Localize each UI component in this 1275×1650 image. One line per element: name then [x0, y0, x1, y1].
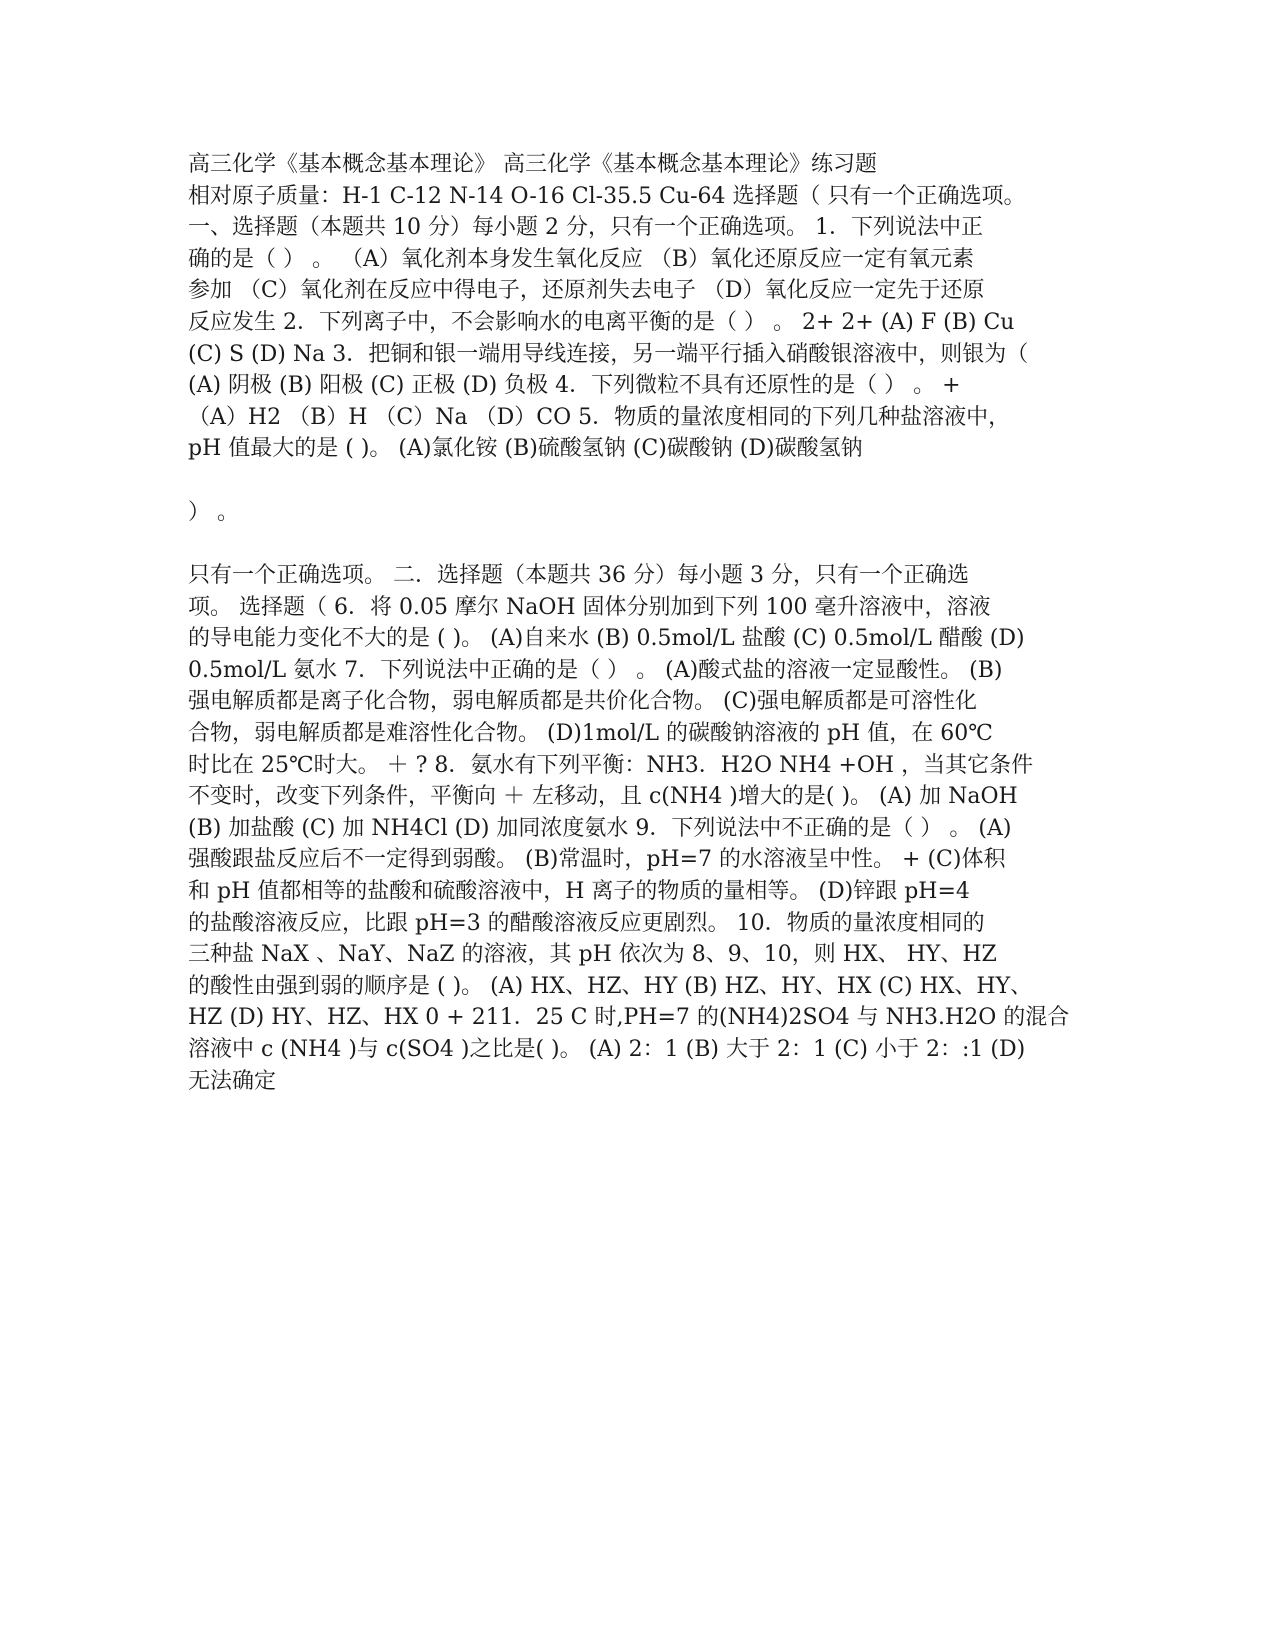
text-line: 的酸性由强到弱的顺序是 ( )。 (A) HX、HZ、HY (B) HZ、HY、HX (C) HX、HY、 — [188, 973, 1033, 999]
text-line: 一、选择题（本题共 10 分）每小题 2 分，只有一个正确选项。 1．下列说法中正 — [188, 215, 983, 241]
text-block-part-two — [188, 560, 1128, 1097]
text-line: 不变时，改变下列条件，平衡向 ＋ 左移动，且 c(NH4 )增大的是( )。 (A) 加 NaOH — [188, 784, 1018, 810]
text-line: 三种盐 NaX 、NaY、NaZ 的溶液，其 pH 依次为 8、9、10，则 HX、 HY、HZ — [188, 942, 997, 968]
text-line: pH 值最大的是 ( )。 (A)氯化铵 (B)硫酸氢钠 (C)碳酸钠 (D)碳酸氢钠 — [188, 436, 863, 462]
text-line: 的导电能力变化不大的是 ( )。 (A)自来水 (B) 0.5mol/L 盐酸 (C) 0.5mol/L 醋酸 (D) — [188, 626, 1025, 652]
text-line: 只有一个正确选项。 二．选择题（本题共 36 分）每小题 3 分，只有一个正确选 — [188, 563, 969, 588]
text-line: 的盐酸溶液反应，比跟 pH=3 的醋酸溶液反应更剧烈。 10．物质的量浓度相同的 — [188, 910, 985, 936]
text-line: (B) 加盐酸 (C) 加 NH4Cl (D) 加同浓度氨水 9．下列说法中不正确的是（ ） 。 (A) — [188, 815, 1012, 841]
text-line: 和 pH 值都相等的盐酸和硫酸溶液中，H 离子的物质的量相等。 (D)锌跟 pH=4 — [188, 878, 970, 904]
text-line: 溶液中 c (NH4 )与 c(SO4 )之比是( )。 (A) 2：1 (B) 大于 2：1 (C) 小于 2：:1 (D) — [188, 1036, 1026, 1062]
text-line: 无法确定 — [188, 1068, 277, 1094]
text-line: 项。 选择题（ 6．将 0.05 摩尔 NaOH 固体分别加到下列 100 毫升溶液中，溶液 — [188, 594, 991, 620]
text-block-part-one — [188, 149, 1128, 465]
text-line: 高三化学《基本概念基本理论》 高三化学《基本概念基本理论》练习题 — [188, 152, 877, 177]
text-line: HZ (D) HY、HZ、HX 0 + 211．25 C 时,PH=7 的(NH4)2SO4 与 NH3.H2O 的混合 — [188, 1005, 1070, 1031]
text-line: 时比在 25℃时大。 ＋ ? 8．氨水有下列平衡：NH3．H2O NH4 +OH ，当其它条件 — [188, 752, 1034, 778]
text-line: ） 。 — [188, 500, 239, 525]
text-line: （A）H2 （B）H （C）Na （D）CO 5．物质的量浓度相同的下列几种盐溶液中， — [188, 404, 1011, 430]
text-line: 确的是（ ） 。 （A）氧化剂本身发生氧化反应 （B）氧化还原反应一定有氧元素 — [188, 246, 975, 272]
text-line: (C) S (D) Na 3．把铜和银一端用导线连接，另一端平行插入硝酸银溶液中，则银为（ — [188, 341, 1029, 367]
text-line: 强电解质都是离子化合物，弱电解质都是共价化合物。 (C)强电解质都是可溶性化 — [188, 689, 977, 715]
text-line: 反应发生 2．下列离子中，不会影响水的电离平衡的是（ ） 。 2+ 2+ (A) F (B) Cu — [188, 309, 1015, 335]
text-line: (A) 阴极 (B) 阳极 (C) 正极 (D) 负极 4．下列微粒不具有还原性的是（ ） 。 + — [188, 373, 961, 399]
text-line: 合物，弱电解质都是难溶性化合物。 (D)1mol/L 的碳酸钠溶液的 pH 值，在 60℃ — [188, 720, 993, 746]
text-block-fragment — [188, 497, 1128, 529]
text-line: 相对原子质量：H-1 C-12 N-14 O-16 Cl-35.5 Cu-64 选择题（ 只有一个正确选项。 — [188, 183, 1026, 209]
text-line: 参加 （C）氧化剂在反应中得电子，还原剂失去电子 （D）氧化反应一定先于还原 — [188, 278, 985, 304]
text-line: 0.5mol/L 氨水 7．下列说法中正确的是（ ） 。 (A)酸式盐的溶液一定显酸性。 (B) — [188, 657, 1003, 683]
text-line: 强酸跟盐反应后不一定得到弱酸。 (B)常温时，pH=7 的水溶液呈中性。 + (C)体积 — [188, 847, 1006, 873]
